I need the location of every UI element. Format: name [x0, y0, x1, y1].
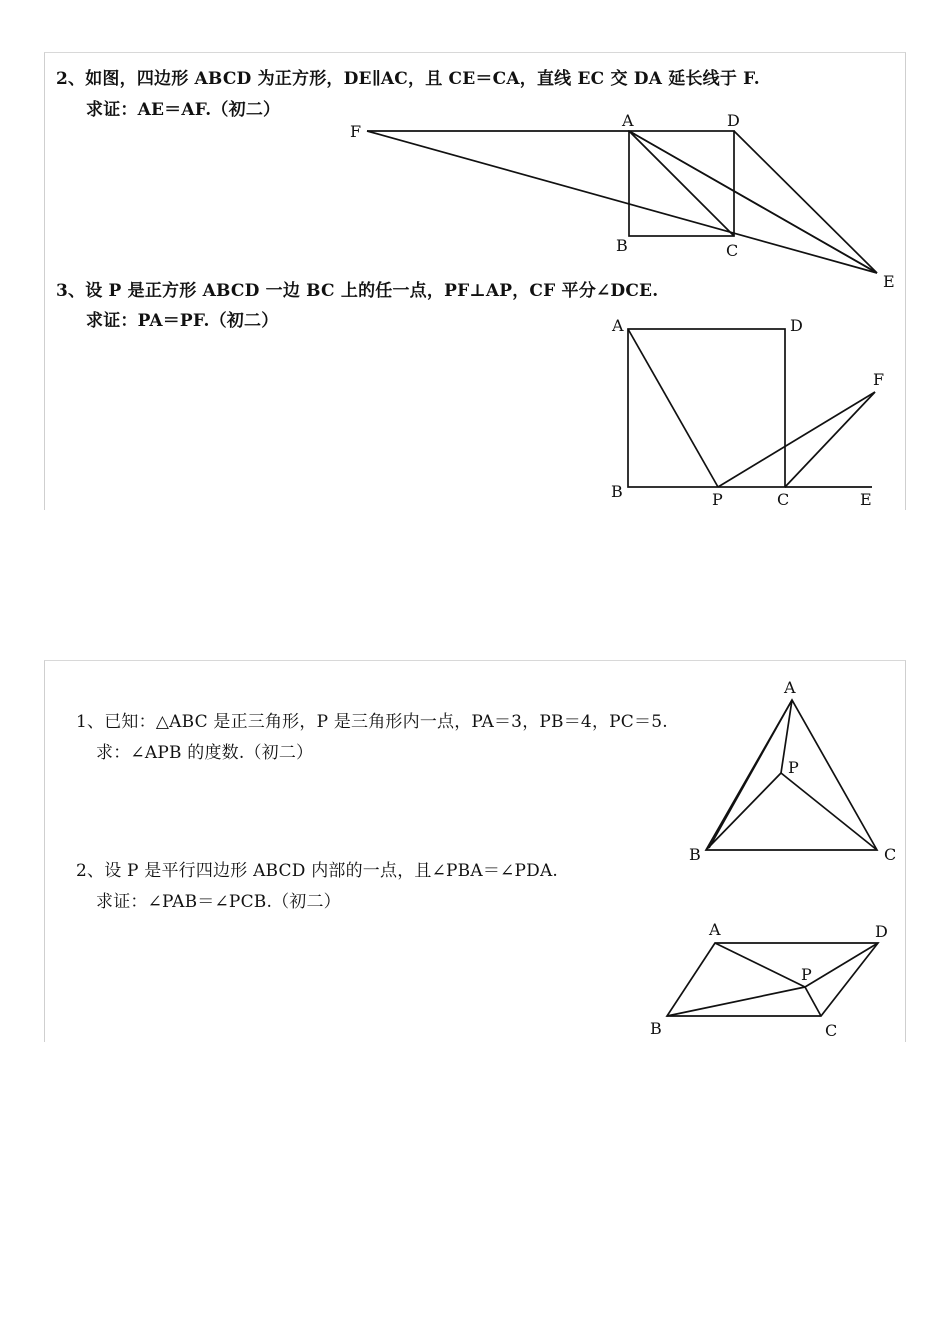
label-e2: E	[860, 490, 872, 509]
problem-2b-statement: 2、设 P 是平行四边形 ABCD 内部的一点，且∠PBA＝∠PDA.	[76, 861, 559, 881]
problem-3-statement: 3、设 P 是正方形 ABCD 一边 BC 上的任一点，PF⊥AP，CF 平分∠DCE.	[56, 281, 659, 301]
label-p2: P	[712, 490, 723, 509]
label-a3: A	[784, 678, 796, 697]
problem-3-prove: 求证：PA＝PF.（初二）	[86, 311, 279, 331]
label-f2: F	[873, 370, 885, 389]
label-c3: C	[884, 845, 897, 864]
segment-ap-para	[715, 943, 805, 987]
segment-pc-tri	[781, 773, 877, 850]
segment-ap	[628, 329, 718, 487]
segment-cf	[785, 392, 875, 487]
segment-ac	[629, 131, 734, 236]
segment-de	[734, 131, 877, 273]
segment-bp-para	[667, 987, 805, 1016]
segment-ae-double	[629, 131, 872, 270]
parallelogram-abcd	[667, 943, 878, 1016]
problem-1-statement: 1、已知：△ABC 是正三角形，P 是三角形内一点，PA＝3，PB＝4，PC＝5.	[76, 712, 668, 732]
label-p3: P	[788, 758, 799, 777]
figure-parallelogram	[650, 920, 888, 1040]
square-abcd-2	[628, 329, 785, 487]
label-d4: D	[875, 922, 888, 941]
label-p4: P	[801, 965, 812, 984]
label-b4: B	[650, 1019, 662, 1038]
segment-cp-para	[805, 987, 821, 1016]
label-a4: A	[709, 920, 721, 939]
segment-pf	[718, 392, 875, 487]
problem-2-statement: 2、如图，四边形 ABCD 为正方形，DE∥AC，且 CE＝CA，直线 EC 交 DA 延长线于 F.	[56, 69, 760, 89]
segment-dp-para	[805, 943, 878, 987]
figure-square-de-parallel-ac	[350, 111, 895, 291]
figure-equilateral-triangle	[689, 678, 896, 864]
label-c4: C	[825, 1021, 838, 1040]
label-a: A	[622, 111, 634, 130]
label-c: C	[726, 241, 739, 260]
label-b2: B	[611, 482, 623, 501]
label-d2: D	[790, 316, 803, 335]
label-f: F	[350, 122, 362, 141]
label-c2: C	[777, 490, 790, 509]
figure-square-pf-perp-ap	[611, 316, 884, 509]
label-d: D	[727, 111, 740, 130]
label-e: E	[883, 272, 895, 291]
label-b3: B	[689, 845, 701, 864]
problem-1-question: 求：∠APB 的度数.（初二）	[96, 743, 314, 763]
problem-2-prove: 求证：AE＝AF.（初二）	[86, 100, 281, 120]
problem-2b-prove: 求证：∠PAB＝∠PCB.（初二）	[96, 892, 341, 912]
label-a2: A	[612, 316, 624, 335]
label-b: B	[616, 236, 628, 255]
